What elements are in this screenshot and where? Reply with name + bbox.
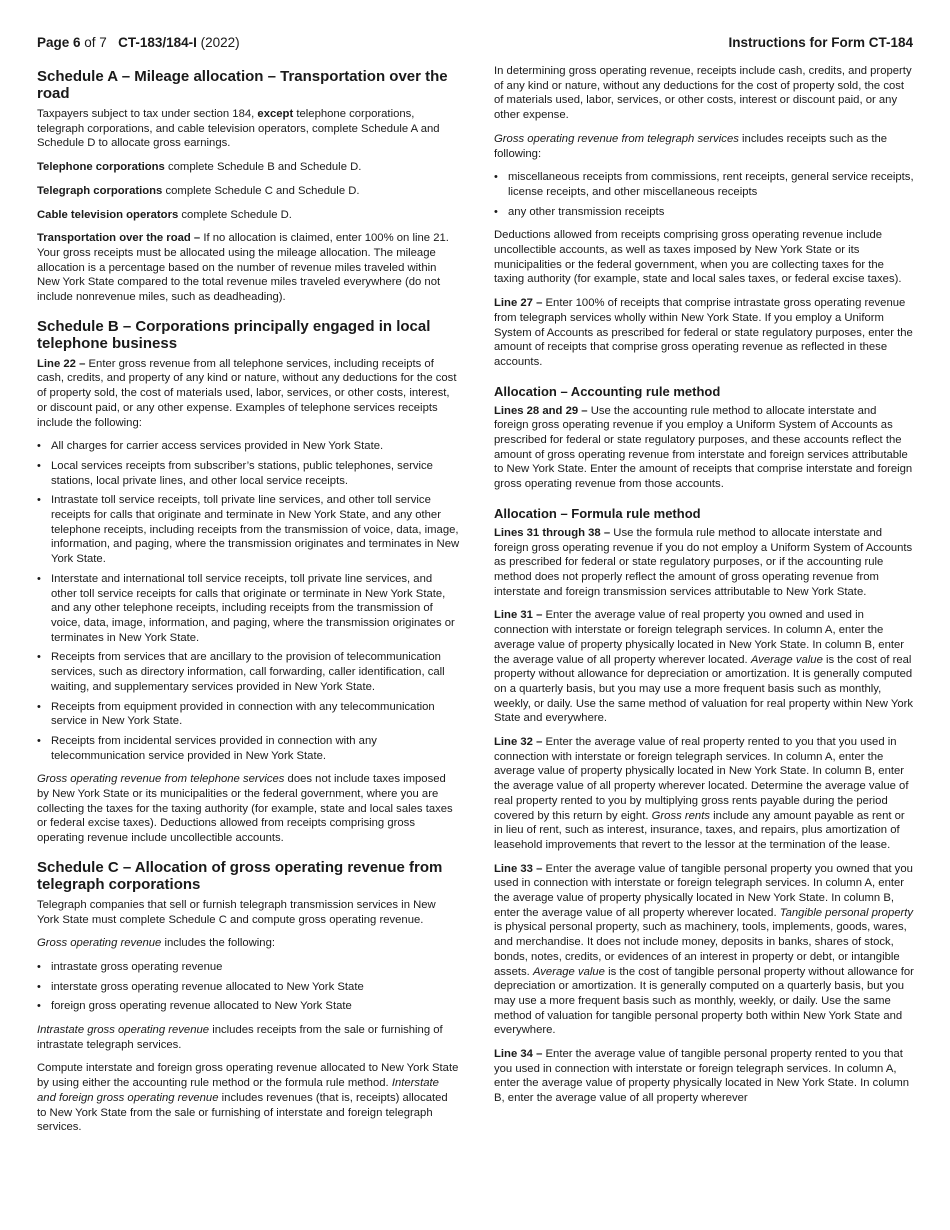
line-32-text: Line 32 – Enter the average value of real property rented to you that you used in connection with interstate or foreign telegraph services. In column A, enter the average value of property physically located in New York State. In column B, enter the average value of all property wherever located. Determine the average value of real property rented to you by multiplying gross rents payable during the period covered by this return by eight. Gross rents include any amount payable as rent or in lieu of rent, such as interest, insurance, taxes, and repairs, plus amortization of leasehold improvements that revert to the lessor at the termination of the lease.: [494, 736, 909, 851]
telephone-revenue-note: Gross operating revenue from telephone services does not include taxes imposed by New York State or its municipalities or the federal government, where you are collecting the taxes for the taxing authority (for example, state and local sales taxes or federal excise taxes). Deductions allowed from receipts comprising gross operating revenue include uncollectible accounts.: [37, 773, 453, 845]
line-33-text: Line 33 – Enter the average value of tangible personal property you owned that you used in connection with interstate or foreign telegraph services. In column A, enter the average value of property physically located in New York State. In column B, enter the average value of all property wherever located. Tangible personal property is physical personal property, such as machinery, tools, implements, goods, wares, and merchandise. It does not include money, deposits in banks, shares of stock, bonds, notes, credits, or evidences of an interest in property or debt, or intangible assets. Average value is the cost of tangible personal property without allowance for depreciation or amortization. It is generally computed on a quarterly basis, but you may use a more frequent basis such as monthly, weekly, or daily. Use the same method of valuation for tangible personal property both within New York State and everywhere.: [494, 862, 914, 1037]
list-item: • Interstate and international toll service receipts, toll private line services, and other toll service receipts for calls that originate or terminate in New York State, and any other telephone receipts, including receipts from the transmission of voice, data, image, information, and paging, where the transmission originates or terminates in New York State.: [37, 572, 460, 646]
line-22-text: Line 22 – Enter gross revenue from all telephone services, including receipts of cash, credits, and property of any kind or nature, without any deductions for the cost of property sold, the cost of materials used, labor, services, or other costs, interest, or discount paid, or any other expense. Examples of telephone services receipts include the following:: [37, 357, 457, 429]
list-item: • interstate gross operating revenue allocated to New York State: [37, 980, 460, 995]
telegraph-revenue-note: Gross operating revenue from telegraph services includes receipts such as the following:: [494, 132, 888, 160]
schedule-a-intro: Taxpayers subject to tax under section 184, except telephone corporations, telegraph corporations, and cable television operators, complete Schedule A and Schedule D to allocate gross earnings.: [37, 108, 440, 150]
formula-rule-title: Allocation – Formula rule method: [494, 505, 701, 521]
list-item: • intrastate gross operating revenue: [37, 960, 460, 975]
schedule-c-title: Schedule C – Allocation of gross operating revenue from telegraph corporations: [37, 858, 443, 893]
lines-28-29-text: Lines 28 and 29 – Use the accounting rule method to allocate interstate and foreign gross operating revenue if you employ a Uniform System of Accounts as prescribed for federal or state regulatory purposes, and these accounts reflect the amount of gross operating revenue from interstate and foreign services attributable to New York State. Enter the amount of receipts that comprise interstate and foreign gross operating revenue from those accounts.: [494, 404, 913, 491]
form-year: (2022): [196, 35, 240, 50]
accounting-rule-title: Allocation – Accounting rule method: [494, 383, 721, 399]
intrastate-note: Intrastate gross operating revenue includes receipts from the sale or furnishing of intrastate telegraph services.: [37, 1024, 443, 1051]
list-item: • Local services receipts from subscriber’s stations, public telephones, service stations, local private lines, and other local service receipts.: [37, 459, 460, 488]
list-item: • Receipts from equipment provided in connection with any telecommunication service in New York State.: [37, 700, 460, 729]
line-31-text: Line 31 – Enter the average value of real property you owned and used in connection with interstate or foreign telegraph services. In column A, enter the average value of property physically located in New York State. In column B, enter the average value of all property wherever located. Average value is the cost of real property without allowance for depreciation or amortization. It is generally computed on a quarterly basis, but you may use a more frequent basis such as monthly, weekly, or daily. Use the same method of valuation for real property within New York State and everywhere.: [494, 609, 914, 725]
page-label: Page 6: [37, 35, 81, 50]
page-header: [37, 34, 913, 54]
form-number: CT-183/184-I: [118, 35, 197, 50]
receipts-definition: In determining gross operating revenue, receipts include cash, credits, and property of any kind or nature, without any deductions for the cost of property sold, the cost of materials used, labor, services, or other costs, interest or discount paid, or any other expense.: [494, 65, 912, 122]
header-title: Instructions for Form CT-184: [728, 35, 913, 50]
page-total: of 7: [80, 35, 107, 50]
schedule-b-title: Schedule B – Corporations principally engaged in local telephone business: [37, 317, 431, 352]
schedule-c-intro: Telegraph companies that sell or furnish telegraph transmission services in New York State must complete Schedule C and compute gross operating revenue.: [37, 898, 436, 926]
right-column: [494, 64, 914, 1115]
cable-operators-note: Cable television operators complete Schedule D.: [37, 208, 292, 221]
transportation-note: Transportation over the road – If no allocation is claimed, enter 100% on line 21. Your gross receipts must be allocated using the mileage allocation. The mileage allocation is a percentage based on the number of revenue miles traveled within New York State compared to the total revenue miles traveled everywhere (do not include nonrevenue miles, such as deadheading).: [37, 232, 449, 304]
telegraph-receipts-list: [494, 170, 914, 219]
line-27-text: Line 27 – Enter 100% of receipts that comprise intrastate gross operating revenue from telegraph services wholly within New York State. If you employ a Uniform System of Accounts as prescribed for federal or state regulatory purposes, enter the amount of receipts that comprise gross operating revenue as reflected in these accounts.: [494, 297, 913, 368]
deductions-note: Deductions allowed from receipts comprising gross operating revenue include uncollectible accounts, as well as taxes imposed by New York State or its municipalities or the federal government, when you are collecting taxes for the taxing authority (for example, state and local sales taxes, or federal excise taxes).: [494, 229, 902, 286]
telephone-corporations-note: Telephone corporations complete Schedule B and Schedule D.: [37, 161, 362, 174]
line-34-text: Line 34 – Enter the average value of tangible personal property rented to you that you used in connection with interstate or foreign telegraph services. In column A, enter the average value of property physically located in New York State. In column B, enter the average value of all property wherever: [494, 1048, 910, 1105]
telephone-receipts-list: [37, 439, 460, 763]
interstate-note: Compute interstate and foreign gross operating revenue allocated to New York State by using either the accounting rule method or the formula rule method. Interstate and foreign gross operating revenue includes revenues (that is, receipts) allocated to New York State from the sale or furnishing of interstate and foreign telegraph services.: [37, 1062, 459, 1134]
lines-31-38-text: Lines 31 through 38 – Use the formula rule method to allocate interstate and foreign gross operating revenue if you do not employ a Uniform System of Accounts as prescribed for federal or state regulatory purposes, or if the accounting rule method does not properly reflect the amount of gross operating revenue from interstate and foreign transmission services attributable to New York State.: [494, 526, 913, 598]
gross-revenue-includes: Gross operating revenue includes the following:: [37, 937, 276, 950]
schedule-a-title: Schedule A – Mileage allocation – Transportation over the road: [37, 68, 448, 102]
list-item: • Receipts from incidental services provided in connection with any telecommunication service provided in New York State.: [37, 734, 460, 763]
telegraph-corporations-note: Telegraph corporations complete Schedule C and Schedule D.: [37, 184, 360, 197]
list-item: • foreign gross operating revenue allocated to New York State: [37, 999, 460, 1014]
list-item: • Intrastate toll service receipts, toll private line services, and other toll service receipts for calls that originate and terminate in New York State, and any other telephone receipts, including receipts from the transmission of voice, data, image, information, and paging, where the transmission originates and terminates in New York State.: [37, 493, 460, 567]
page-number: [37, 34, 240, 52]
list-item: • miscellaneous receipts from commissions, rent receipts, general service receipts, license receipts, and other miscellaneous receipts: [494, 170, 914, 199]
list-item: • All charges for carrier access services provided in New York State.: [37, 439, 460, 454]
gross-revenue-list: [37, 960, 460, 1014]
list-item: • any other transmission receipts: [494, 205, 914, 220]
list-item: • Receipts from services that are ancillary to the provision of telecommunication services, such as directory information, call forwarding, caller identification, call waiting, and supplementary services provided in New York State.: [37, 650, 460, 694]
left-column: [37, 68, 460, 1144]
